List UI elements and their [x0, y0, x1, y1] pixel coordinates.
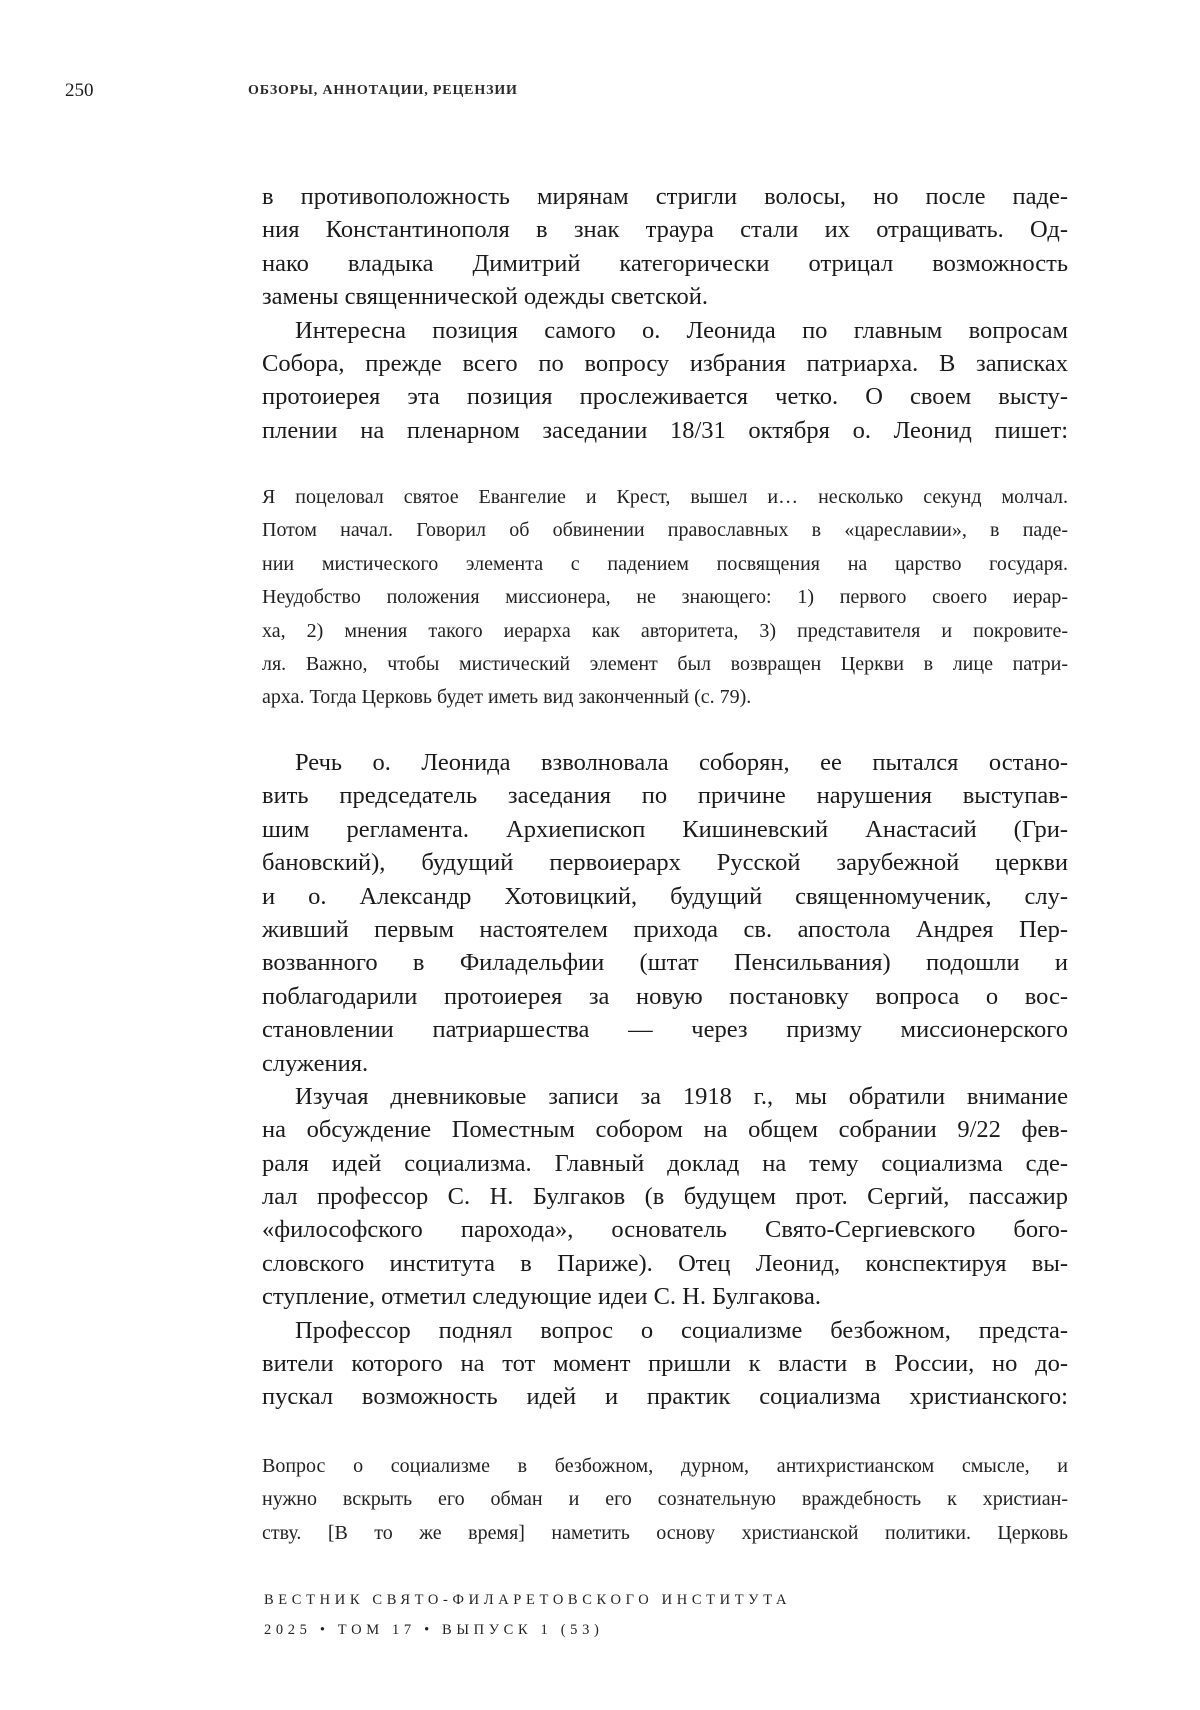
text-line: вители которого на тот момент пришли к власти в России, но до- — [262, 1350, 1068, 1378]
block-quote-2 — [262, 1450, 1068, 1550]
text-line: Интересна позиция самого о. Леонида по главным вопросам — [295, 316, 1068, 344]
text-line: и о. Александр Хотовицкий, будущий священномученик, слу- — [262, 882, 1068, 910]
text-line: возванного в Филадельфии (штат Пенсильвания) подошли и — [262, 949, 1068, 977]
page-number: 250 — [65, 80, 94, 101]
text-line: «философского парохода», основатель Свято-Сергиевского бого- — [262, 1216, 1068, 1244]
paragraph — [262, 180, 1068, 314]
text-line: раля идей социализма. Главный доклад на тему социализма сде- — [262, 1149, 1068, 1177]
text-line: нако владыка Димитрий категорически отрицал возможность — [262, 249, 1068, 277]
text-line: плении на пленарном заседании 18/31 октября о. Леонид пишет: — [262, 416, 1068, 444]
text-line: служения. — [262, 1049, 369, 1077]
text-line: живший первым настоятелем прихода св. апостола Андрея Пер- — [262, 915, 1068, 943]
text-line: Профессор поднял вопрос о социализме безбожном, предста- — [295, 1316, 1068, 1344]
paragraph — [262, 314, 1068, 448]
text-line: поблагодарили протоиерея за новую постановку вопроса о вос- — [262, 982, 1068, 1010]
footer-issue-info: 2025 • ТОМ 17 • ВЫПУСК 1 (53) — [264, 1622, 604, 1638]
text-line: на обсуждение Поместным собором на общем собрании 9/22 фев- — [262, 1116, 1068, 1144]
text-line: нии мистического элемента с падением посвящения на царство государя. — [262, 552, 1068, 575]
text-line: пускал возможность идей и практик социализма христианского: — [262, 1383, 1068, 1411]
running-title: ОБЗОРЫ, АННОТАЦИИ, РЕЦЕНЗИИ — [248, 83, 518, 98]
text-line: ния Константинополя в знак траура стали их отращивать. Од- — [262, 216, 1068, 244]
text-line: замены священнической одежды светской. — [262, 283, 708, 311]
text-line: Я поцеловал святое Евангелие и Крест, вышел и… несколько секунд молчал. — [262, 486, 1068, 508]
text-line: шим регламента. Архиепископ Кишиневский Анастасий (Гри- — [262, 815, 1068, 843]
text-line: Вопрос о социализме в безбожном, дурном, антихристианском смысле, и — [262, 1455, 1068, 1477]
text-line: Изучая дневниковые записи за 1918 г., мы обратили внимание — [295, 1082, 1068, 1110]
footer-journal-title: ВЕСТНИК СВЯТО-ФИЛАРЕТОВСКОГО ИНСТИТУТА — [264, 1592, 792, 1608]
text-line: словского института в Париже). Отец Леонид, конспектируя вы- — [262, 1249, 1068, 1277]
paragraph — [262, 1080, 1068, 1314]
paragraph — [262, 1314, 1068, 1414]
text-line: Неудобство положения миссионера, не знающего: 1) первого своего иерар- — [262, 586, 1068, 609]
body-text-top — [262, 180, 1068, 447]
text-line: Потом начал. Говорил об обвинении православных в «цареславии», в паде- — [262, 519, 1068, 542]
text-line: ступление, отметил следующие идеи С. Н. Булгакова. — [262, 1283, 822, 1311]
text-line: ля. Важно, чтобы мистический элемент был возвращен Церкви в лице патри- — [262, 652, 1068, 675]
text-line: в противоположность мирянам стригли волосы, но после паде- — [262, 183, 1068, 210]
body-text-bottom — [262, 746, 1068, 1414]
text-line: бановский), будущий первоиерарх Русской зарубежной церкви — [262, 849, 1068, 877]
text-line: арха. Тогда Церковь будет иметь вид законченный (с. 79). — [262, 686, 752, 709]
paragraph — [262, 746, 1068, 1080]
text-line: Речь о. Леонида взволновала соборян, ее пытался остано- — [295, 749, 1068, 776]
text-line: протоиерея эта позиция прослеживается четко. О своем высту- — [262, 383, 1068, 411]
text-line: ству. [В то же время] наметить основу христианской политики. Церковь — [262, 1521, 1068, 1544]
paragraph — [262, 1450, 1068, 1550]
paragraph — [262, 481, 1068, 715]
text-line: нужно вскрыть его обман и его сознательную враждебность к христиан- — [262, 1488, 1068, 1511]
block-quote-1 — [262, 481, 1068, 715]
text-line: становлении патриаршества — через призму миссионерского — [262, 1016, 1068, 1044]
text-line: вить председатель заседания по причине нарушения выступав- — [262, 782, 1068, 810]
text-line: Собора, прежде всего по вопросу избрания патриарха. В записках — [262, 349, 1068, 377]
text-line: лал профессор С. Н. Булгаков (в будущем прот. Сергий, пассажир — [262, 1183, 1068, 1211]
text-line: ха, 2) мнения такого иерарха как авторитета, 3) представителя и покровите- — [262, 619, 1068, 642]
